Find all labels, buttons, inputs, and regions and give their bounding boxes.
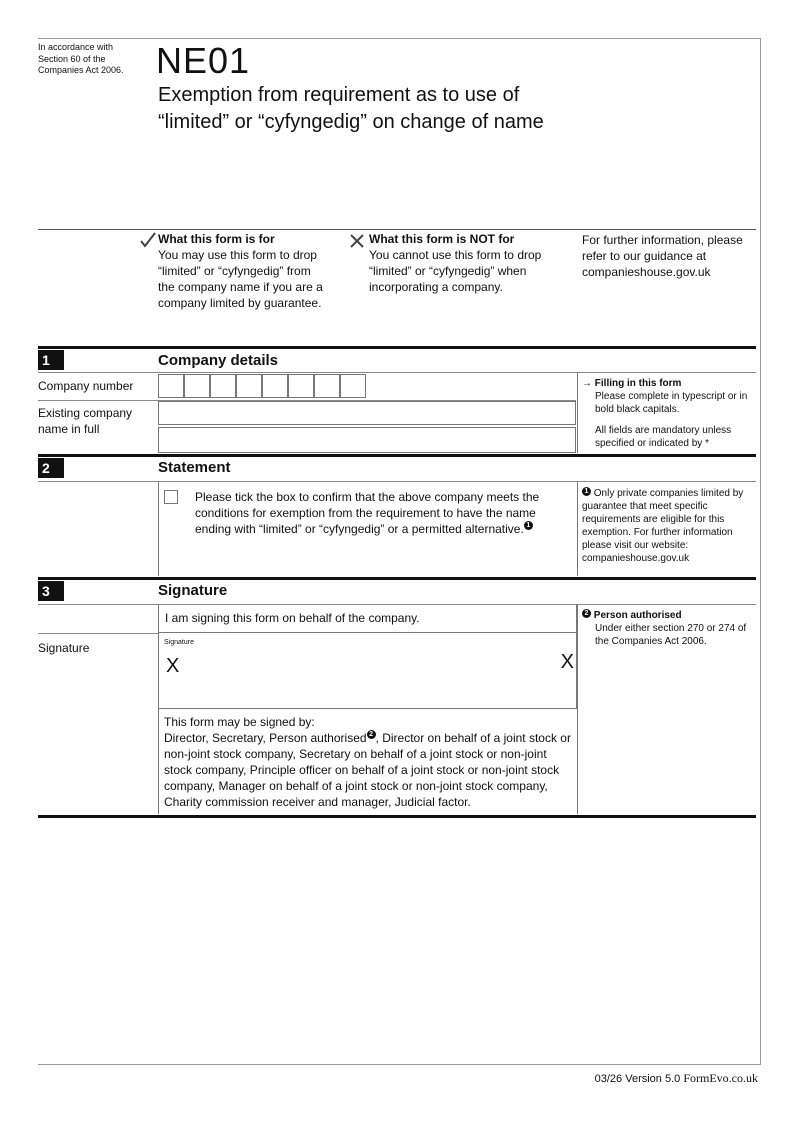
what-for-text: You may use this form to drop “limited” or “cyfyngedig” from the company name if you are a company limited by guarantee. xyxy=(158,248,323,310)
statement-text xyxy=(195,489,565,537)
section1-subrule xyxy=(38,372,756,373)
company-number-cell[interactable] xyxy=(184,374,210,398)
footer-brand: FormEvo.co.uk xyxy=(683,1071,758,1085)
signed-by-block xyxy=(164,714,572,810)
cross-icon xyxy=(349,233,365,249)
company-number-cell[interactable] xyxy=(158,374,184,398)
section3-side-divider xyxy=(577,605,578,814)
bottom-rule xyxy=(38,1064,761,1065)
statement-body: Please tick the box to confirm that the above company meets the conditions for exemption from the requirement to have the name ending with “limited” or “cyfyngedig” or a permitted alternative. xyxy=(195,490,540,536)
section2-number: 2 xyxy=(38,458,64,478)
existing-name-input-line1[interactable] xyxy=(158,401,576,425)
section2-rule xyxy=(38,454,756,457)
company-number-cell[interactable] xyxy=(236,374,262,398)
what-not-for-block xyxy=(369,232,549,295)
signed-by-marker: 2 xyxy=(367,730,376,739)
further-info: For further information, please refer to our guidance at companieshouse.gov.uk xyxy=(582,233,743,279)
section3-number: 3 xyxy=(38,581,64,601)
company-number-label: Company number xyxy=(38,379,134,393)
form-code: NE01 xyxy=(156,40,251,81)
section1-title: Company details xyxy=(158,352,279,369)
section2-side-divider xyxy=(577,482,578,576)
note-marker: 1 xyxy=(524,521,533,530)
footer xyxy=(595,1071,758,1086)
company-number-cell[interactable] xyxy=(210,374,236,398)
signed-by-heading: This form may be signed by: xyxy=(164,715,315,729)
company-number-cell[interactable] xyxy=(314,374,340,398)
filling-in-text2: All fields are mandatory unless specified or indicated by * xyxy=(595,425,732,449)
what-for-block xyxy=(158,232,328,311)
person-authorised-marker: 2 xyxy=(582,609,591,618)
section1-side-divider xyxy=(577,373,578,453)
company-number-cell[interactable] xyxy=(340,374,366,398)
top-rule xyxy=(38,38,761,39)
person-authorised-heading: 2 Person authorised xyxy=(582,609,754,622)
signed-by-text-b: , Director on behalf of a joint stock or non-joint stock company, Secretary on behalf of a joint stock or non-joint stock company, Principle officer on behalf of a joint stock or non-joint stock company, Manager on behalf of a joint stock or non-joint stock company, Charity commission receiver and manager, Judicial factor. xyxy=(164,731,571,809)
form-title-line2: “limited” or “cyfyngedig” on change of name xyxy=(158,111,544,133)
signature-row-rule xyxy=(38,633,158,634)
behalf-statement: I am signing this form on behalf of the company. xyxy=(158,605,577,633)
section1-number: 1 xyxy=(38,350,64,370)
what-for-heading: What this form is for xyxy=(158,232,275,246)
section1-rule xyxy=(38,346,756,349)
section3-title: Signature xyxy=(158,582,228,599)
what-not-for-heading: What this form is NOT for xyxy=(369,232,515,246)
eligibility-text: Only private companies limited by guarantee that meet specific requirements are eligible for this exemption. For further information please visit our website: companieshouse.gov.uk xyxy=(582,488,744,564)
form-title xyxy=(158,82,578,136)
arrow-right-icon: → xyxy=(582,378,592,389)
person-authorised-text: Under either section 270 or 274 of the Companies Act 2006. xyxy=(595,623,747,647)
signed-by-text xyxy=(164,730,572,810)
company-number-cell[interactable] xyxy=(262,374,288,398)
filling-in-note xyxy=(582,377,754,450)
check-icon xyxy=(139,232,157,248)
section3-rule xyxy=(38,577,756,580)
side-marker: 1 xyxy=(582,487,591,496)
existing-name-input-line2[interactable] xyxy=(158,427,576,453)
eligibility-note xyxy=(582,487,754,565)
signature-field[interactable] xyxy=(158,633,577,709)
section2-title: Statement xyxy=(158,459,231,476)
signature-box-label: Signature xyxy=(164,639,194,646)
existing-name-label: Existing company name in full xyxy=(38,406,133,436)
right-frame xyxy=(760,38,761,1065)
section3-end-rule xyxy=(38,815,756,818)
accordance-note: In accordance with Section 60 of the Companies Act 2006. xyxy=(38,42,124,75)
company-number-cell[interactable] xyxy=(288,374,314,398)
signed-by-text-a: Director, Secretary, Person authorised xyxy=(164,731,367,745)
signed-by-left-line xyxy=(158,709,159,814)
form-title-line1: Exemption from requirement as to use of xyxy=(158,84,520,106)
signature-x-right: X xyxy=(560,651,574,673)
filling-in-heading: → Filling in this form xyxy=(582,378,682,389)
signature-x-left: X xyxy=(166,655,180,677)
footer-version: 03/26 Version 5.0 xyxy=(594,1073,681,1085)
filling-in-text1: Please complete in typescript or in bold black capitals. xyxy=(595,391,748,415)
person-authorised-note xyxy=(582,609,754,648)
statement-checkbox[interactable] xyxy=(164,490,178,504)
intro-rule xyxy=(38,229,756,230)
signature-label: Signature xyxy=(38,641,90,655)
what-not-for-text: You cannot use this form to drop “limited” or “cyfyngedig” when incorporating a company. xyxy=(369,248,542,294)
